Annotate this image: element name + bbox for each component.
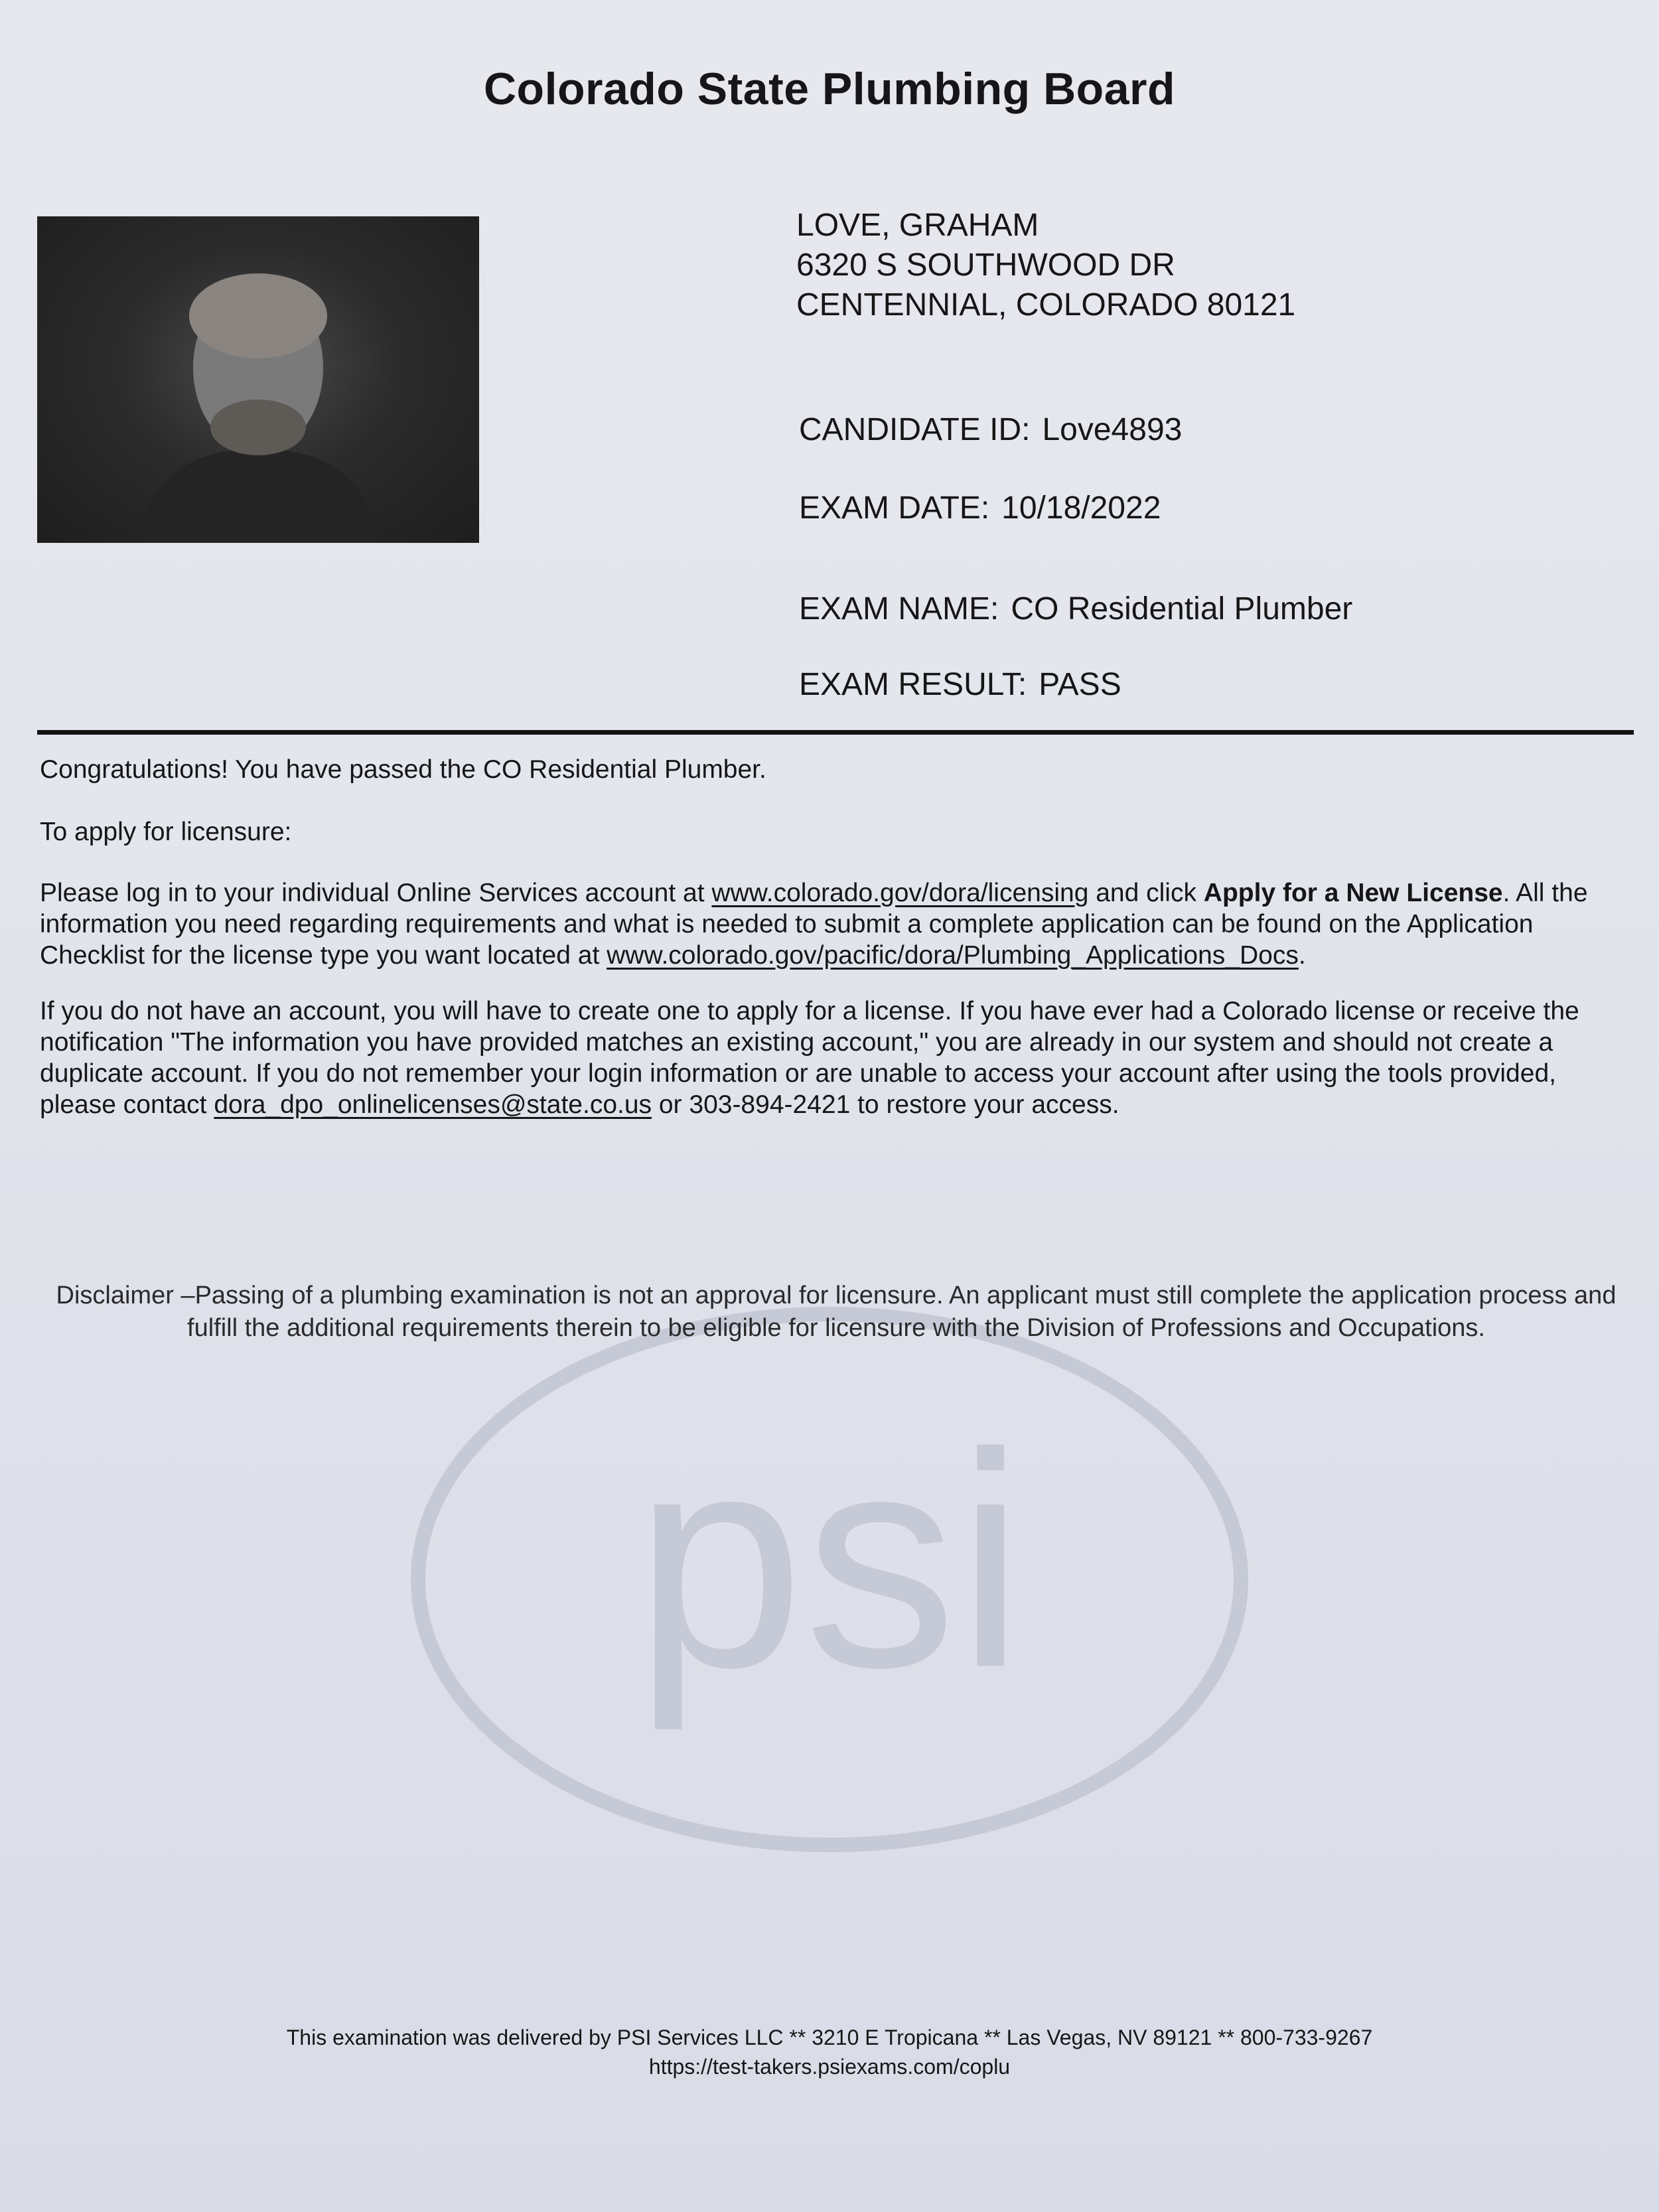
exam-name-label: EXAM NAME: (799, 591, 999, 627)
candidate-city-state-zip: CENTENNIAL, COLORADO 80121 (796, 287, 1296, 323)
exam-date-row (799, 490, 1161, 526)
psi-logo-watermark (405, 1294, 1254, 1865)
candidate-photo (37, 216, 479, 543)
header-divider (37, 730, 1634, 735)
account-instructions-paragraph (40, 995, 1632, 1120)
dora-email-link[interactable]: dora_dpo_onlinelicenses@state.co.us (214, 1090, 652, 1119)
apply-intro-line: To apply for licensure: (40, 818, 292, 846)
document-title: Colorado State Plumbing Board (483, 64, 1176, 114)
apply-intro-text (40, 816, 1632, 848)
disclaimer-text: Disclaimer –Passing of a plumbing examination is not an approval for licensure. An applicant must still complete the application process and fulfill the additional requirements therein to be eligible for licensure with the Division of Professions and Occupations. (56, 1282, 1617, 1342)
para2-text-a: If you do not have an account, you will have to create one to apply for a license. If you have ever had a Colorado license or receive the notification "The information you have provided matches an existing account," you are already in our system and should not create a duplicate account. If you do not remember your login information or are unable to access your account after using the tools provided, please contact (40, 997, 1579, 1119)
footer (0, 2023, 1659, 2081)
dora-licensing-link[interactable]: www.colorado.gov/dora/licensing (711, 879, 1089, 907)
exam-date-label: EXAM DATE: (799, 490, 990, 526)
candidate-id-label: CANDIDATE ID: (799, 412, 1031, 447)
para2-text-b: or 303-894-2421 to restore your access. (652, 1090, 1119, 1119)
candidate-address-block (796, 206, 1295, 325)
watermark-text: psi (634, 1390, 1025, 1731)
exam-result-label: EXAM RESULT: (799, 667, 1027, 702)
exam-name-row (799, 591, 1352, 627)
plumbing-applications-docs-link[interactable]: www.colorado.gov/pacific/dora/Plumbing_Applications_Docs (607, 941, 1299, 970)
candidate-name: LOVE, GRAHAM (796, 208, 1039, 243)
exam-name-value: CO Residential Plumber (1011, 591, 1353, 627)
footer-url[interactable]: https://test-takers.psiexams.com/coplu (648, 2055, 1011, 2079)
congratulations-text (40, 754, 1632, 785)
apply-new-license-text: Apply for a New License (1203, 879, 1503, 907)
para1-text-c: . All the information you need regarding requirements and what is needed to submit a complete application can be found on the Application Checklist for the license type you want located at (40, 879, 1588, 970)
login-instructions-paragraph (40, 877, 1632, 971)
footer-delivery-line: This examination was delivered by PSI Services LLC ** 3210 E Tropicana ** Las Vegas, NV 89121 ** 800-733-9267 (286, 2026, 1373, 2049)
exam-result-row (799, 666, 1121, 703)
exam-date-value: 10/18/2022 (1001, 490, 1161, 526)
candidate-photo-image (37, 216, 479, 543)
exam-result-value: PASS (1039, 667, 1121, 702)
candidate-id-value: Love4893 (1042, 412, 1183, 447)
para1-text-b: and click (1088, 879, 1204, 907)
congratulations-line: Congratulations! You have passed the CO Residential Plumber. (40, 755, 766, 784)
candidate-id-row (799, 411, 1182, 448)
candidate-street: 6320 S SOUTHWOOD DR (796, 248, 1175, 283)
para1-text-a: Please log in to your individual Online Services account at (40, 879, 712, 907)
para1-text-d: . (1298, 941, 1306, 970)
